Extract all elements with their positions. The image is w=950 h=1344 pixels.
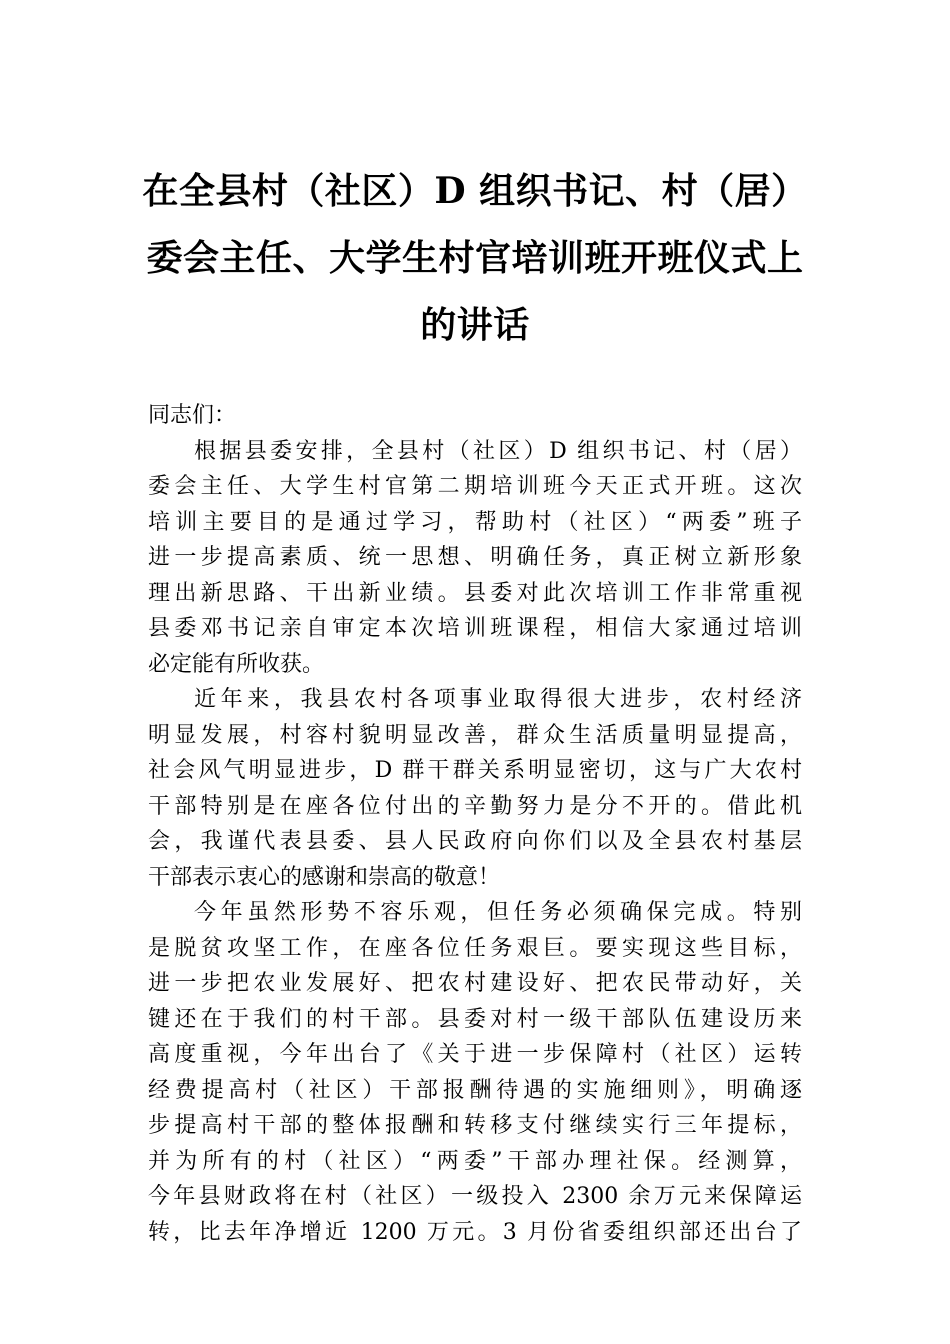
paragraph-line: 今年县财政将在村（社区）一级投入 2300 余万元来保障运 bbox=[148, 1184, 802, 1209]
title-line: 在全县村（社区）D 组织书记、村（居） bbox=[142, 170, 808, 212]
paragraph-line: 会，我谨代表县委、县人民政府向你们以及全县农村基层 bbox=[148, 829, 802, 854]
paragraph-line: 必定能有所收获。 bbox=[148, 651, 325, 677]
document-body bbox=[148, 398, 802, 1250]
paragraph-line: 县委邓书记亲自审定本次培训班课程，相信大家通过培训 bbox=[148, 616, 802, 641]
paragraph-line: 近年来，我县农村各项事业取得很大进步，农村经济 bbox=[194, 687, 802, 712]
paragraph-1 bbox=[148, 434, 802, 683]
paragraph-line: 社会风气明显进步，D 群干群关系明显密切，这与广大农村 bbox=[148, 758, 802, 783]
paragraph-line: 根据县委安排，全县村（社区）D 组织书记、村（居） bbox=[194, 438, 802, 464]
paragraph-line: 步提高村干部的整体报酬和转移支付继续实行三年提标， bbox=[148, 1113, 802, 1138]
paragraph-line: 经费提高村（社区）干部报酬待遇的实施细则》，明确逐 bbox=[148, 1077, 802, 1103]
paragraph-3 bbox=[148, 895, 802, 1250]
title-line: 的讲话 bbox=[420, 304, 530, 346]
paragraph-line: 进一步提高素质、统一思想、明确任务，真正树立新形象 bbox=[148, 545, 802, 570]
paragraph-line: 是脱贫攻坚工作，在座各位任务艰巨。要实现这些目标， bbox=[148, 935, 802, 961]
paragraph-line: 今年虽然形势不容乐观，但任务必须确保完成。特别 bbox=[194, 900, 802, 925]
paragraph-line: 高度重视，今年出台了《关于进一步保障村（社区）运转 bbox=[148, 1042, 802, 1067]
paragraph-line: 键还在于我们的村干部。县委对村一级干部队伍建设历来 bbox=[148, 1006, 802, 1032]
title-line: 委会主任、大学生村官培训班开班仪式上 bbox=[146, 237, 804, 279]
paragraph-2 bbox=[148, 682, 802, 895]
paragraph-line: 进一步把农业发展好、把农村建设好、把农民带动好，关 bbox=[148, 971, 802, 996]
paragraph-line: 转，比去年净增近 1200 万元。3 月份省委组织部还出台了 bbox=[148, 1219, 802, 1245]
salutation: 同志们： bbox=[148, 403, 237, 428]
paragraph-line: 理出新思路、干出新业绩。县委对此次培训工作非常重视 bbox=[148, 580, 802, 606]
paragraph-line: 明显发展，村容村貌明显改善，群众生活质量明显提高， bbox=[148, 722, 802, 748]
paragraph-line: 并为所有的村（社区）“两委”干部办理社保。经测算， bbox=[148, 1148, 802, 1174]
paragraph-line: 培训主要目的是通过学习，帮助村（社区）“两委”班子 bbox=[148, 509, 802, 535]
document-title bbox=[140, 158, 810, 359]
paragraph-line: 干部特别是在座各位付出的辛勤努力是分不开的。借此机 bbox=[148, 793, 802, 819]
paragraph-line: 委会主任、大学生村官第二期培训班今天正式开班。这次 bbox=[148, 474, 802, 499]
paragraph-line: 干部表示衷心的感谢和崇高的敬意！ bbox=[148, 864, 501, 890]
